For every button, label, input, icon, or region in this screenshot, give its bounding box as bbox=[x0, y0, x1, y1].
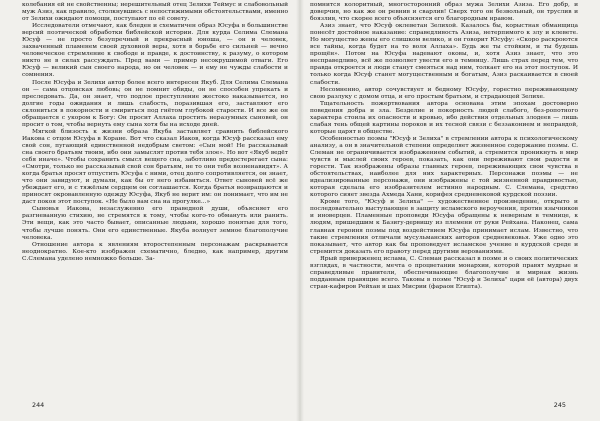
right-paragraph-5: Особенностью поэмы "Юсуф и Зелиха" в стремлении автора к психологическому анализу, а он в значительной степени определяет жизненное содержание поэмы. С. Слеман не ограничивается изображением событий, а стремится проникнуть в мир чувств и мыслей своих героев, показать, как они переживают свои радости и горести. Так изображены образы главных героев, переживающих свои чувства в обстоятельствах, наиболее для них характерных. Персонажи поэмы — не идеализированные персонажи, они изображены с той жизненной правдивостью, которая сделала его изобразителем истинно народным. С. Слемана, средство которого сияет звезда Ахмеда Хани, корифея средневековой курдской поэзии. bbox=[310, 135, 578, 199]
right-paragraph-3: Несомненно, автор сочувствует и бедному Юсуфу, горестно переживающему свою разлуку с домом отца, и его простым братьям, и страдающей Зелихе. bbox=[310, 86, 578, 100]
left-paragraph-5: Сыновья Иакова, незаслуженно его праведной души, объясняет его разгневанную стихию, не стремятся к тому, чтобы кого-то обмануть или ранить. Эти вещи, как это часто бывает, описанные людьми, хорошо понятые для того, чтобы лучше понять. Они его единственные. Якуба волнует земное благополучие человека. bbox=[22, 206, 288, 241]
right-paragraph-6: Кроме того, "Юсуф и Зелиха" — художественное произведение, открыто и последовательно выступающее в защиту исламского вероучения, против язычников и иноверцев. Пламенные проповеди Юсуфа обращены к неверным в темнице, к людям, пришедшим к Базигу-дервишу из племени от руки Рейхана. Наконец, сама главная героиня поэмы под воздействием Юсуфа принимает ислам. Известно, что такие стремления отличали мусульманских авторов средневековья. Уже одно это показывает, что автор как бы проповедует исламское учение в курдской среде и стремится доказать его правоту перед другими верованиями. bbox=[310, 199, 578, 255]
left-paragraph-4: Мягкой близость к жизни образа Якуба заставляет сравнить библейского Иакова с отцом Юсуфа в Коране. Вот что сказал Иаков, когда Юсуф рассказал ему свой сон, пугающий единственной недобрым светом: «Сын мой! Не рассказывай сна своего братьям твоим, ибо они замыслят против тебя злое». Но вот «Якуб ведёт себя иначе». Чтобы сохранить смысл вещего сна, заботливо предостерегает сына: «Смотри, только не рассказывай свой сон братьям, не то они тебя возненавидят». А когда братья просят отпустить Юсуфа с ними, отец долго сопротивляется, он знает, что они завидуют, и думали, как бы от него избавиться. Ответ сыновей всё же убеждает его, и с тяжёлым сердцем он соглашается. Когда братья возвращаются и приносят окровавленную одежду Юсуфа, Якуб не верит им: он понимает, что им не даст покоя этот поступок. «Не было вам сна на прогулке...» bbox=[22, 128, 288, 206]
left-paragraph-6: Отношение автора к явлениям второстепенным персонажам раскрывается неоднократно. Кое-кто изображен схематично, бледно, как например, другим С.Слемана уделено немножко больше. За- bbox=[22, 241, 288, 262]
right-paragraph-4: Тщательность пожертвования автора основана этим эпохам достоверно поведения добра и зла. Безделие и покорность людей слабого, без-ропотного характера стоила их опасности и кровью, ибо действия отдельных злодеев — лишь слабая тень общей картины пороков и их тесной связи с беззаконием и неправдой, которые царят в обществе. bbox=[310, 100, 578, 135]
right-page-number: 245 bbox=[553, 401, 566, 409]
right-page bbox=[302, 0, 600, 421]
left-page bbox=[0, 0, 298, 421]
right-paragraph-7: Ярый приверженец ислама, С. Слеман рассказал в поэме и о своих политических взглядах, в частности, мечта о процветании монархии, которой правят мудрые и справедливые правители, обеспечивающие благополучие и мирная жизнь подданным правящие всего. Таковы в поэме "Юсуф и Зелиха" цари её (автора) двух стран-кафиров Рейхан и шах Мисрии (фараон Египта). bbox=[310, 255, 578, 290]
right-paragraph-2: Азиз знает, что Юсуф оклеветан Зелихой. Казалось бы, корыстная обманщица понесёт достойное наказание: справедливость Азиза, нетерпимого к злу и клевете. Но могущество жены его слишком велико, и он говорит Юсуфу: «Скоро раскроются все тайны, когда будет на то воля Аллаха». Будь же ты стойким, и ты будешь прощён». Потом на Юсуфа надевают оковы, и, хотя Азиз знает, что это несправедливо, всё же позволяет увести его в темницу. Лишь страх перед тем, что правда откроется и люди станут смеяться над ним, толкает его на этот поступок. И только когда Юсуф станет могущественным и богатым, Азиз раскаивается в своей слабости. bbox=[310, 23, 578, 86]
right-paragraph-1: помнится колоритный, многосторонний образ мужа Зелихи Азиза. Его добр, и доверчив, но как же он ревнив и сварлив! Сверх того он безвольный, он труслив и боязлив, что скорее всего объясняется его благородным нравом. bbox=[310, 2, 578, 23]
left-paragraph-1: колебания ей не свойственны; нерешительный отец Зелихи Теймус и слабовольный муж Азиз, как правило, столкнувшись с непостижимыми обстоятельствами, именно от Зелихи ожидают помощи, поступают по её совету. bbox=[22, 2, 288, 23]
left-paragraph-3: После Юсуфа и Зелихи автор более всего интересен Якуб. Для Селима Слемана он — сама отцовская любовь; он не помнит обиды, он не способен упрекать и преследовать. Да, он знает, что подлое преступление жестоко наказывается, но долгие годы ожидания и лишь слабость, поразившая его, заставляют его склониться в покорности и смириться под гнётом глубокой старости. И все же он обращается с укором к Богу: Он просит Аллаха простить неразумных сыновей, он просит о том, чтобы вернуть ему сына хотя бы на исходе дней. bbox=[22, 79, 288, 128]
left-page-number: 244 bbox=[32, 401, 45, 409]
left-paragraph-2: Исследователи отмечают, как бледен и схематичен образ Юсуфа в большинстве версий поэтической обработки библейской истории. Для курда Селима Слемана Юсуф — не просто безупречный и прекрасный юноша, — он и человек, захваченный пламенем своей духовной веры, хотя в борьбе его сильней — вечно человеческое стремление к свободе и правде, к достоинству, к разуму, о котором никто не в силах рассуждать. Пред вами — пример несокрушимой отваги. Его Юсуф — великий сын своего народа, но он человек — и ему не чужды слабости и сомнения. bbox=[22, 23, 288, 79]
